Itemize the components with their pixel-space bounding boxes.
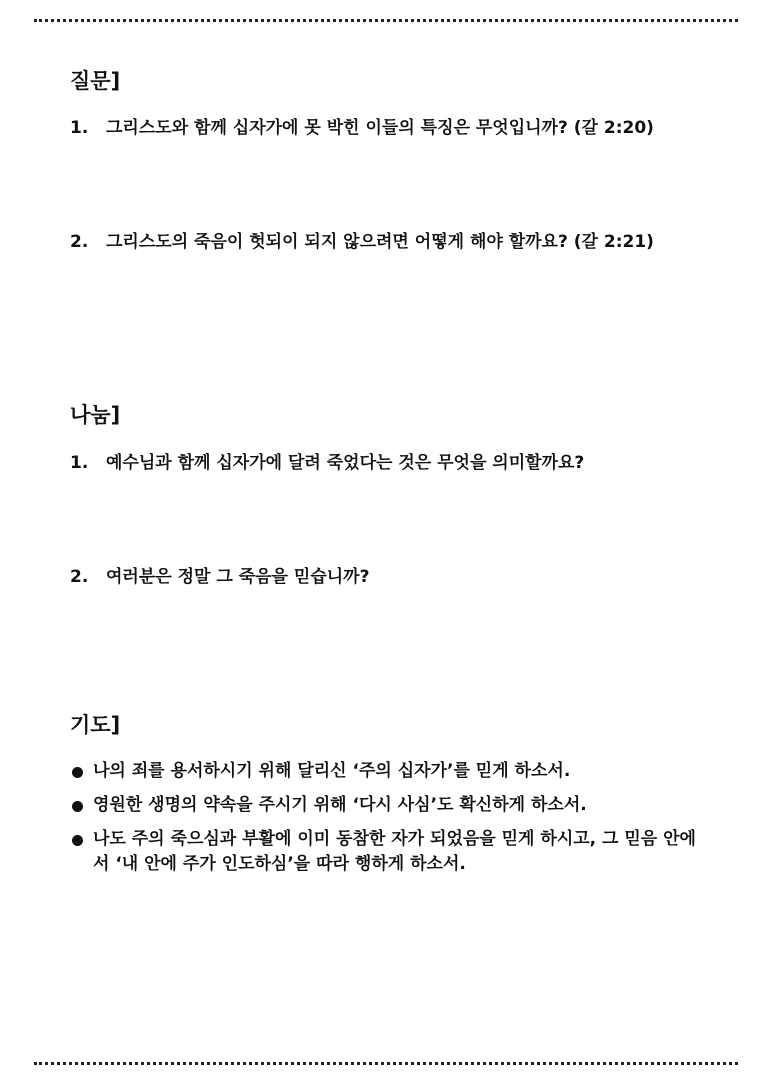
bullet-dot-icon xyxy=(72,767,83,778)
prayer-text: 나도 주의 죽으심과 부활에 이미 동참한 자가 되었음을 믿게 하시고, 그 믿음 안에서 ‘내 안에 주가 인도하심’을 따라 행하게 하소서. xyxy=(93,829,696,874)
sharing-item-2 xyxy=(70,565,700,590)
sharing-heading: 나눔] xyxy=(70,403,121,427)
prayer-heading: 기도] xyxy=(70,713,121,737)
question-text: 그리스도의 죽음이 헛되이 되지 않으려면 어떻게 해야 할까요? (갈 2:21) xyxy=(106,232,654,252)
prayer-text: 나의 죄를 용서하시기 위해 달리신 ‘주의 십자가’를 믿게 하소서. xyxy=(93,761,571,781)
prayer-item-2 xyxy=(70,793,700,818)
question-item-1 xyxy=(70,116,700,141)
prayer-text: 영원한 생명의 약속을 주시기 위해 ‘다시 사심’도 확신하게 하소서. xyxy=(93,795,587,815)
sharing-text: 여러분은 정말 그 죽음을 믿습니까? xyxy=(106,567,370,587)
bullet-dot-icon xyxy=(72,801,83,812)
questions-heading: 질문] xyxy=(70,69,121,93)
question-number: 2. xyxy=(70,232,89,252)
sharing-text: 예수님과 함께 십자가에 달려 죽었다는 것은 무엇을 의미할까요? xyxy=(106,453,585,473)
sharing-number: 2. xyxy=(70,567,89,587)
question-number: 1. xyxy=(70,118,89,138)
prayer-item-3 xyxy=(70,827,700,877)
bottom-divider xyxy=(34,1062,738,1065)
prayer-item-1 xyxy=(70,759,700,784)
sharing-number: 1. xyxy=(70,453,89,473)
question-text: 그리스도와 함께 십자가에 못 박힌 이들의 특징은 무엇입니까? (갈 2:20) xyxy=(106,118,654,138)
sharing-item-1 xyxy=(70,451,700,476)
bullet-dot-icon xyxy=(72,835,83,846)
top-divider xyxy=(34,19,738,22)
question-item-2 xyxy=(70,230,700,255)
